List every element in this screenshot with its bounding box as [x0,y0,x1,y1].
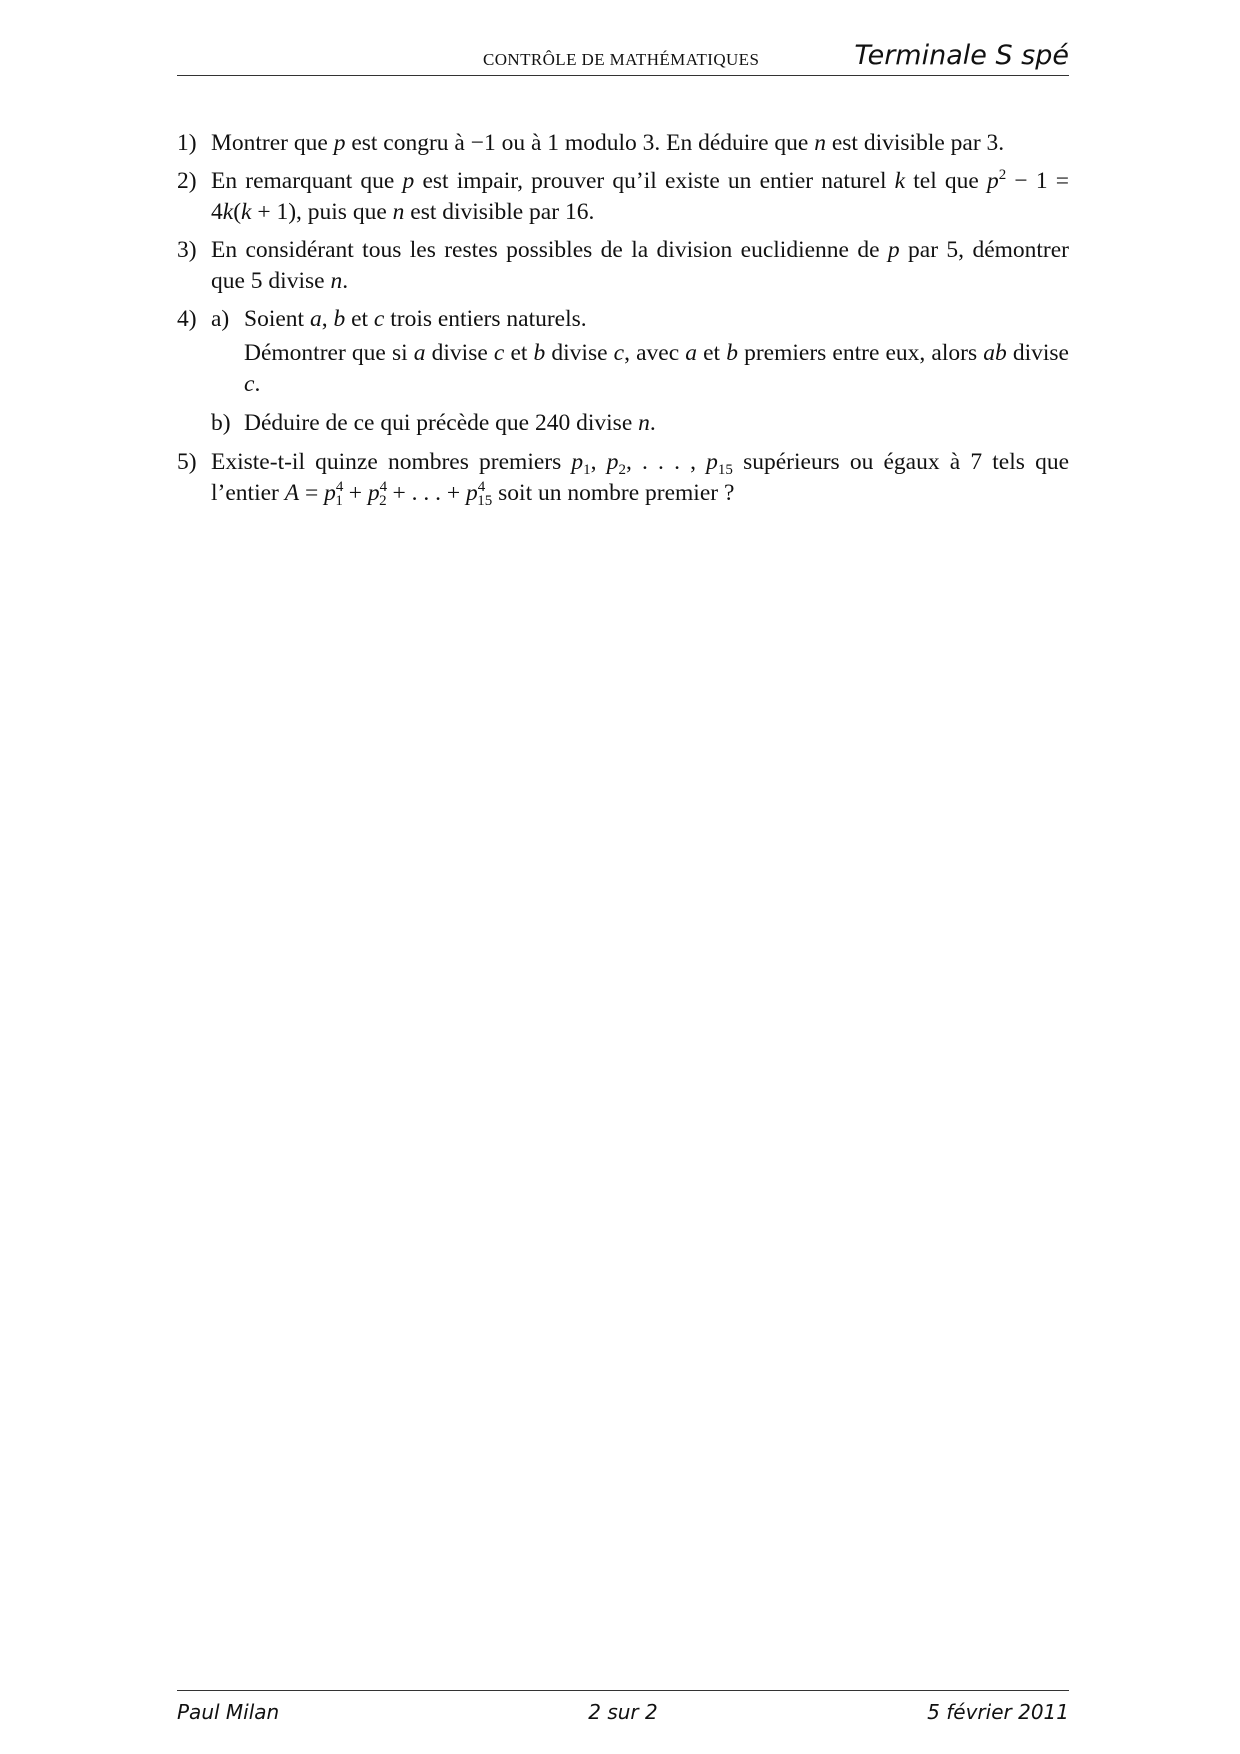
footer-page-number: 2 sur 2 [588,1700,658,1724]
question-number: 1) [177,130,197,156]
subquestion-text: Déduire de ce qui précède que 240 divise n. [244,410,656,436]
subquestion-number: b) [211,410,231,436]
header-class-label: Terminale S spé [854,40,1069,71]
page-header [177,40,1069,76]
subquestion-text-continued: Démontrer que si a divise c et b divise c, avec a et b premiers entre eux, alors ab divise c. [244,340,1069,397]
question-4 [177,304,1069,439]
question-text: Montrer que p est congru à −1 ou à 1 modulo 3. En déduire que n est divisible par 3. [211,130,1005,156]
question-number: 2) [177,168,197,194]
question-number: 5) [177,449,197,475]
subquestion-4a [211,304,1069,400]
header-title: CONTRÔLE DE MATHÉMATIQUES [483,50,760,69]
question-1 [177,128,1069,159]
exercise-list [177,128,1069,516]
page-footer [177,1698,1069,1732]
question-number: 3) [177,237,197,263]
subquestion-text: Soient a, b et c trois entiers naturels. [244,306,587,332]
question-number: 4) [177,306,197,332]
question-2 [177,166,1069,228]
question-3 [177,235,1069,297]
subquestion-number: a) [211,306,230,332]
subquestion-4b [211,408,1069,439]
header-divider [177,75,1069,76]
question-text: En considérant tous les restes possibles de la division euclidienne de p par 5, démontrer que 5 divise n. [211,237,1070,294]
question-text: Existe-t-il quinze nombres premiers $p_1$, $p_2$, . . . , $p_{15}$ supérieurs ou égaux à 7 tels que l’entier $A = p^4_1 + p^4_2$ + . . . + $p^4_{15}$ soit un nombre premier ? [211,449,1070,509]
footer-divider [177,1690,1069,1691]
footer-author: Paul Milan [177,1700,280,1724]
question-5 [177,447,1069,509]
footer-date: 5 février 2011 [927,1700,1069,1724]
question-text: En remarquant que p est impair, prouver qu’il existe un entier naturel k tel que $p^2 - 1 = 4k(k + 1)$, puis que n est divisible par 16. [211,167,1069,225]
